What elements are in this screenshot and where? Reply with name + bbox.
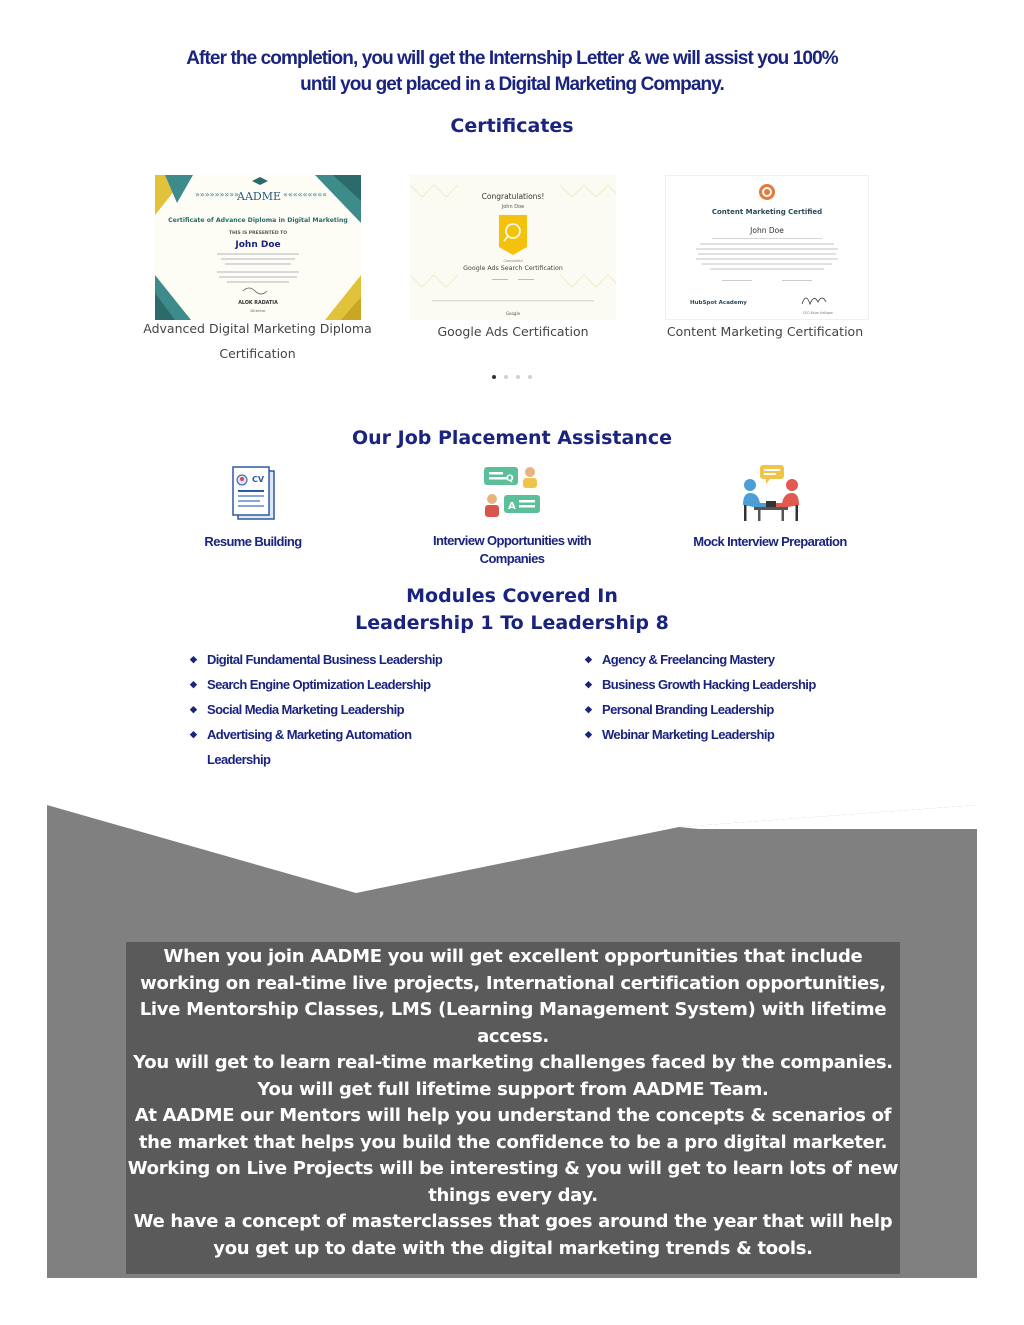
svg-text:Q: Q xyxy=(506,474,514,484)
certificate-1-artwork xyxy=(155,175,361,320)
cert1-name: John Doe xyxy=(235,240,281,250)
modules-list-left xyxy=(190,647,490,772)
carousel-dot-2[interactable] xyxy=(504,375,508,379)
svg-text:»»»»»»»»»: »»»»»»»»» xyxy=(195,190,240,199)
badge-icon xyxy=(499,215,527,255)
carousel-dots xyxy=(488,372,538,382)
caption-line-2: Certification xyxy=(219,346,296,361)
cv-document-icon xyxy=(228,465,278,523)
certificate-image-advanced-diploma[interactable] xyxy=(155,175,361,320)
certificate-image-content-marketing[interactable] xyxy=(665,175,869,320)
cert2-name: John Doe xyxy=(501,204,525,210)
bullet-icon: ◆ xyxy=(585,704,592,714)
chevron-border-right xyxy=(283,190,327,199)
bullet-icon: ◆ xyxy=(190,729,197,739)
carousel-dot-1[interactable] xyxy=(492,375,496,379)
banner-paragraph-2: You will get to learn real-time marketing challenges faced by the companies. You will get full lifetime support from AADME Team. xyxy=(133,1052,893,1100)
cert1-signer: ALOK RADATIA xyxy=(238,301,278,306)
certificate-caption-advanced-diploma xyxy=(140,316,375,366)
feature-label-mock-interview: Mock Interview Preparation xyxy=(693,534,847,549)
job-placement-title: Our Job Placement Assistance xyxy=(351,427,673,449)
modules-title-line-2: Leadership 1 To Leadership 8 xyxy=(355,612,669,634)
cert3-heading: Content Marketing Certified xyxy=(711,208,823,216)
certificate-caption-google-ads: Google Ads Certification xyxy=(437,324,589,339)
cert3-name: John Doe xyxy=(750,226,784,235)
mock-interview-icon xyxy=(740,463,802,523)
module-item: ◆ Agency & Freelancing Mastery xyxy=(585,647,885,672)
banner-textbox xyxy=(126,942,900,1274)
cert1-presented-to: THIS IS PRESENTED TO xyxy=(228,231,288,236)
headline xyxy=(60,46,964,98)
label-line-1: Interview Opportunities with xyxy=(433,533,591,548)
bullet-icon: ◆ xyxy=(585,679,592,689)
svg-text:A: A xyxy=(508,501,516,512)
google-logo: Google xyxy=(505,311,521,316)
module-item: ◆ Search Engine Optimization Leadership xyxy=(190,672,490,697)
modules-title xyxy=(0,583,1024,637)
bullet-icon: ◆ xyxy=(190,704,197,714)
cert1-heading: Certificate of Advance Diploma in Digital Marketing xyxy=(168,217,348,224)
cert2-congrats: Congratulations! xyxy=(481,192,545,201)
banner-paragraph-1: When you join AADME you will get excellent opportunities that include working on real-time live projects, International certification opportunities, Live Mentorship Classes, LMS (Learning Management System) with lifetime access. xyxy=(139,946,887,1047)
certificate-2-artwork xyxy=(410,175,616,320)
cert2-cert-name: Google Ads Search Certification xyxy=(463,265,563,272)
hubspot-logo: HubSpot Academy xyxy=(690,300,747,306)
carousel-dot-3[interactable] xyxy=(516,375,520,379)
label-line-2: Companies xyxy=(479,551,545,566)
banner-paragraph-3: At AADME our Mentors will help you understand the concepts & scenarios of the market that helps you build the confidence to be a pro digital marketer. Working on Live Projects will be interesting & you will get to learn lots of new things every day. xyxy=(127,1105,899,1206)
module-item: ◆ Advertising & Marketing Automation xyxy=(190,722,490,747)
chevron-border-left xyxy=(195,190,239,199)
module-item: ◆ Webinar Marketing Leadership xyxy=(585,722,885,747)
module-item: ◆ Personal Branding Leadership xyxy=(585,697,885,722)
bullet-icon: ◆ xyxy=(190,679,197,689)
svg-text:«««««««««: ««««««««« xyxy=(283,190,328,199)
banner-paragraph-4: We have a concept of masterclasses that goes around the year that will help you get up to date with the digital marketing trends & tools. xyxy=(133,1211,893,1259)
cert1-logo-text: AADME xyxy=(237,190,281,203)
seal-icon xyxy=(759,184,775,200)
cert1-signer-title: Director xyxy=(250,308,266,313)
modules-list-right xyxy=(585,647,885,747)
module-item: ◆ Digital Fundamental Business Leadership xyxy=(190,647,490,672)
caption-line-1: Advanced Digital Marketing Diploma xyxy=(143,321,372,336)
headline-line-2: until you get placed in a Digital Marketing Company. xyxy=(300,74,724,95)
bullet-icon: ◆ xyxy=(585,654,592,664)
feature-label-resume: Resume Building xyxy=(204,534,302,549)
modules-title-line-1: Modules Covered In xyxy=(406,585,618,607)
module-item-continued: Leadership xyxy=(207,752,271,767)
certificates-title: Certificates xyxy=(450,115,574,137)
banner-text xyxy=(126,942,900,1262)
bullet-icon: ◆ xyxy=(190,654,197,664)
certificate-3-artwork xyxy=(666,176,868,319)
module-item: ◆ Business Growth Hacking Leadership xyxy=(585,672,885,697)
cert3-signer-title: CEO Brian Halligan xyxy=(802,311,834,315)
module-item: ◆ Social Media Marketing Leadership xyxy=(190,697,490,722)
headline-line-1: After the completion, you will get the Internship Letter & we will assist you 100% xyxy=(186,48,838,69)
certificate-image-google-ads[interactable] xyxy=(410,175,616,320)
feature-label-interview-opportunities xyxy=(412,532,612,568)
certificate-caption-content-marketing: Content Marketing Certification xyxy=(666,324,864,339)
cert2-completed: Completed xyxy=(503,259,523,263)
interview-chat-icon xyxy=(482,464,542,522)
bullet-icon: ◆ xyxy=(585,729,592,739)
carousel-dot-4[interactable] xyxy=(528,375,532,379)
svg-text:CV: CV xyxy=(252,475,265,484)
